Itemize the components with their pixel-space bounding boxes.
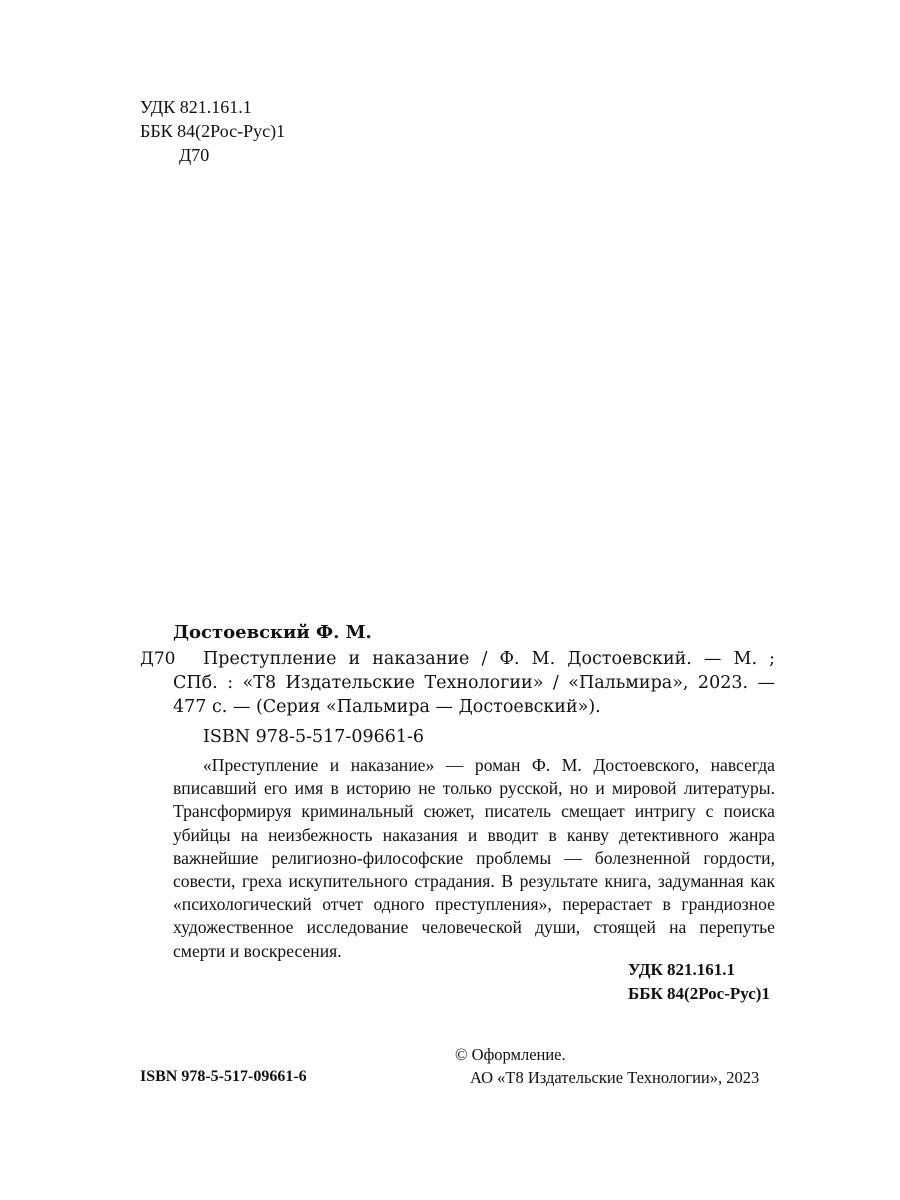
- copyright-line-1: © Оформление.: [455, 1045, 566, 1064]
- bbk-code-right: ББК 84(2Рос-Рус)1: [628, 984, 770, 1003]
- bibliographic-line-1: Преступление и наказание / Ф. М. Достоевский. — М. ;: [203, 649, 775, 669]
- bibliographic-line-3: 477 с. — (Серия «Пальмира — Достоевский»).: [173, 697, 601, 717]
- isbn-footer: ISBN 978-5-517-09661-6: [140, 1068, 307, 1085]
- isbn-record: ISBN 978-5-517-09661-6: [203, 727, 425, 747]
- author-mark-code: Д70: [140, 649, 176, 669]
- author-mark-top: Д70: [179, 145, 210, 165]
- udk-code-top: УДК 821.161.1: [140, 97, 252, 117]
- annotation-text: «Преступление и наказание» — роман Ф. М. Достоевского, навсегда вписавший его имя в историю не только русской, но и мировой литературы. Трансформируя криминальный сюжет, писатель смещает интригу с поиска убийцы на неизбежность наказания и вводит в канву детективного жанра важнейшие религиозно-философские проблемы — болезненной гордости, совести, греха искупительного страдания. В результате книга, задуманная как «психологический отчет одного преступления», перерастает в грандиозное художественное исследование человеческой души, стоящей на перепутье смерти и воскресения.: [173, 755, 775, 961]
- bbk-code-top: ББК 84(2Рос-Рус)1: [140, 121, 286, 141]
- copyright-line-2: АО «Т8 Издательские Технологии», 2023: [470, 1068, 760, 1087]
- author-heading: Достоевский Ф. М.: [173, 622, 372, 643]
- udk-code-right: УДК 821.161.1: [628, 960, 736, 979]
- bibliographic-line-2: СПб. : «Т8 Издательские Технологии» / «Пальмира», 2023. —: [173, 673, 775, 693]
